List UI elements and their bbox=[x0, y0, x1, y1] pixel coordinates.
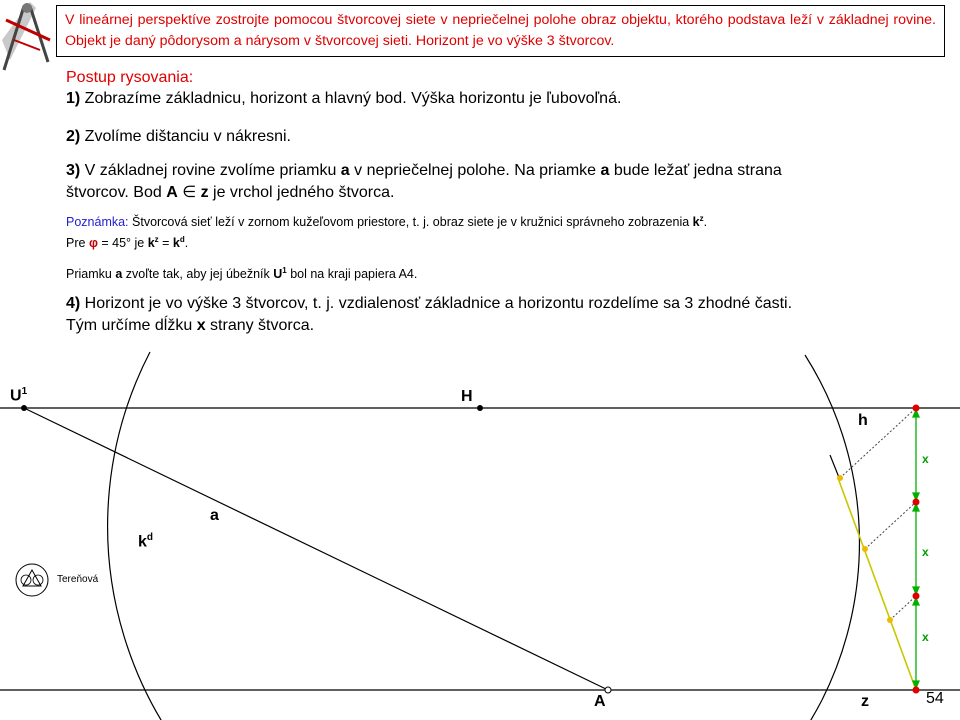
label-x-1: x bbox=[922, 452, 929, 466]
line-a bbox=[24, 408, 608, 690]
label-h: h bbox=[858, 412, 868, 429]
step-2-text: Zvolíme dištanciu v nákresni. bbox=[80, 128, 291, 145]
yellow-point-3 bbox=[887, 617, 893, 623]
note2-phi: φ bbox=[88, 236, 98, 251]
note-k-sup: z bbox=[699, 214, 704, 223]
step-1-text: Zobrazíme základnicu, horizont a hlavný bod. Výška horizontu je ľubovoľná. bbox=[80, 90, 622, 107]
step-3-a2: a bbox=[600, 162, 610, 179]
green-segments bbox=[913, 410, 919, 688]
red-point-1 bbox=[913, 405, 920, 412]
step-2-number: 2) bbox=[66, 128, 81, 145]
label-U1: $U^1$ bbox=[10, 386, 28, 405]
note3-a-bold: a bbox=[115, 267, 123, 282]
label-H: H bbox=[461, 388, 473, 405]
note3-b: zvoľte tak, aby jej úbežník bbox=[122, 267, 274, 282]
step-4-number: 4) bbox=[66, 295, 81, 313]
label-a: a bbox=[210, 507, 219, 524]
step-3-line2-b: je vrchol jedného štvorca. bbox=[208, 184, 395, 201]
step-3-text-b: v nepriečelnej polohe. Na priamke bbox=[349, 162, 601, 179]
red-point-3 bbox=[913, 593, 920, 600]
step-3-a: a bbox=[340, 162, 350, 179]
step-3-text-c: bude ležať jedna strana bbox=[609, 162, 782, 179]
note3-c: bol na kraji papiera A4. bbox=[286, 267, 418, 282]
note-text: Štvorcová sieť leží v zornom kužeľovom priestore, t. j. obraz siete je v kružnici správneho zobrazenia bbox=[128, 215, 693, 230]
step-3-in: ∈ bbox=[177, 184, 201, 201]
red-point-4 bbox=[913, 687, 920, 694]
point-H bbox=[477, 405, 483, 411]
step-3-number: 3) bbox=[66, 162, 81, 179]
dotted-connector-3 bbox=[890, 596, 916, 620]
red-point-2 bbox=[913, 499, 920, 506]
circle-kd bbox=[108, 352, 822, 720]
task-text: V lineárnej perspektíve zostrojte pomocou štvorcovej siete v nepriečelnej polohe obraz objektu, ktorého podstava leží v základnej rovine. Objekt je daný pôdorysom a nárysom v štvorcovej sieti. Horizont je vo výške 3 štvorcov. bbox=[65, 12, 936, 49]
page-number: 54 bbox=[926, 690, 944, 707]
note3-a: Priamku bbox=[66, 267, 116, 282]
label-A: A bbox=[594, 693, 606, 710]
yellow-division-line bbox=[838, 478, 916, 690]
yellow-point-2 bbox=[862, 546, 868, 552]
note2-eq: = bbox=[158, 236, 173, 251]
circle-kd-right bbox=[805, 355, 859, 700]
yellow-point-1 bbox=[837, 475, 843, 481]
procedure-heading: Postup rysovania: bbox=[66, 69, 194, 86]
author-name: Tereňová bbox=[57, 574, 99, 585]
note2-end: . bbox=[184, 236, 189, 251]
note2-k1: k bbox=[147, 236, 155, 251]
step-1-number: 1) bbox=[66, 90, 81, 107]
note2-a: Pre bbox=[66, 236, 89, 251]
note2-b: = 45° je bbox=[97, 236, 148, 251]
step-3-text-a: V základnej rovine zvolíme priamku bbox=[80, 162, 341, 179]
note2-k2-sup: d bbox=[179, 235, 185, 245]
label-kd: $k^d$ bbox=[138, 532, 154, 551]
step-3-A: A bbox=[166, 184, 178, 201]
step-4-line2-b: strany štvorca. bbox=[205, 317, 315, 335]
step-4-x: x bbox=[196, 317, 206, 335]
label-x-3: x bbox=[922, 630, 929, 644]
step-4-line2-a: Tým určíme dĺžku bbox=[66, 317, 197, 335]
note-k: k bbox=[692, 215, 700, 230]
step-3-z: z bbox=[200, 184, 209, 201]
note-label: Poznámka: bbox=[66, 215, 129, 230]
dotted-connector-2 bbox=[865, 502, 916, 549]
note-end: . bbox=[703, 215, 708, 230]
point-U1 bbox=[21, 405, 27, 411]
step-4-text: Horizont je vo výške 3 štvorcov, t. j. vzdialenosť základnice a horizontu rozdelíme sa 3 zhodné časti. bbox=[80, 295, 793, 313]
note3-U: U bbox=[273, 267, 283, 282]
author-logo-icon bbox=[14, 562, 54, 598]
label-z: z bbox=[861, 693, 869, 710]
note3-U-sup: 1 bbox=[282, 266, 287, 276]
note2-k1-sup: z bbox=[154, 235, 159, 245]
label-x-2: x bbox=[922, 545, 929, 559]
step-3-line2-a: štvorcov. Bod bbox=[66, 184, 167, 201]
note2-k2: k bbox=[172, 236, 180, 251]
